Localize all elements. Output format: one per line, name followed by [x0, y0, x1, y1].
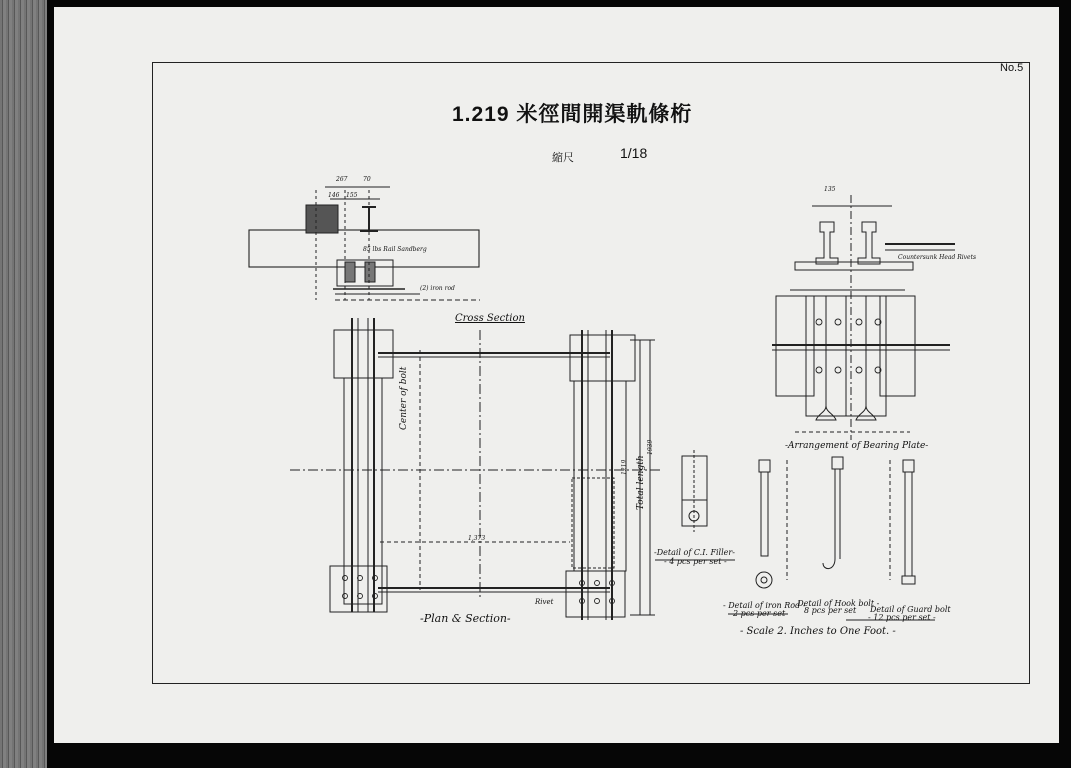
dimension-267: 267	[336, 176, 348, 183]
guard-bolt-count-label: - 12 pcs per set -	[868, 613, 936, 622]
bearing-plate-view	[772, 195, 955, 440]
rail-note-label: 85 lbs Rail Sandberg	[363, 246, 427, 253]
scale-note-label: - Scale 2. Inches to One Foot. -	[740, 626, 896, 637]
filler-detail-label: -Detail of C.I. Filler-	[654, 548, 735, 557]
dimension-70: 70	[363, 176, 371, 183]
plan-section-label: -Plan & Section-	[420, 612, 511, 625]
iron-rod-detail-label: - Detail of iron Rod -	[723, 601, 806, 610]
dimension-1373: 1,373	[468, 535, 486, 542]
dimension-135: 135	[824, 186, 836, 193]
dimension-146: 146	[328, 192, 340, 199]
plan-section-view	[290, 318, 660, 620]
hook-bolt-detail-label: - Detail of Hook bolt -	[792, 599, 880, 608]
dimension-1939: 1939	[647, 439, 654, 455]
filler-count-label: - 4 pcs per set -	[664, 557, 727, 566]
center-of-bolt-label: Center of bolt	[399, 366, 409, 430]
dimension-155: 155	[346, 192, 358, 199]
dimension-1219: 1219	[621, 459, 628, 475]
bolt-details-view	[756, 457, 915, 588]
iron-rod-note-label: (2) iron rod	[420, 285, 455, 292]
iron-rod-count-label: 2 pcs per set	[733, 609, 786, 618]
scale-fraction: 1/18	[620, 145, 648, 161]
drawing-title: 1.219 米徑間開渠軌條桁	[452, 103, 693, 126]
sheet-number: No.5	[1000, 62, 1024, 74]
guard-bolt-detail-label: Detail of Guard bolt	[870, 605, 951, 614]
rivet-label: Rivet	[535, 598, 554, 606]
countersunk-label: Countersunk Head Rivets	[898, 254, 977, 261]
filler-detail-view	[682, 450, 707, 532]
hook-bolt-count-label: 8 pcs per set	[804, 606, 857, 615]
cross-section-label: Cross Section	[455, 313, 525, 324]
arrangement-label: -Arrangement of Bearing Plate-	[785, 441, 929, 451]
total-length-label: Total length	[636, 455, 646, 510]
cross-section-view	[249, 187, 480, 300]
scale-label: 縮尺	[552, 152, 574, 164]
